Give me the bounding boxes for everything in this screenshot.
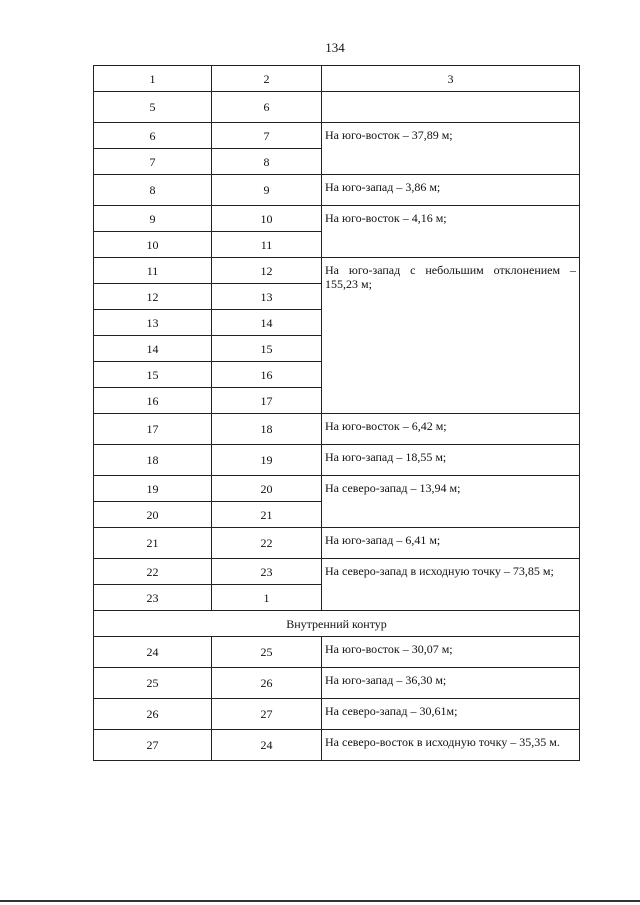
point-to-cell: 12 — [212, 258, 322, 284]
point-to-cell: 16 — [212, 362, 322, 388]
point-from-cell: 17 — [94, 414, 212, 445]
point-from-cell: 7 — [94, 149, 212, 175]
point-from-cell: 25 — [94, 668, 212, 699]
table-row — [94, 206, 580, 232]
table-row — [94, 92, 580, 123]
table-row — [94, 258, 580, 284]
direction-cell: На юго-запад – 3,86 м; — [322, 175, 580, 206]
inner-contour-heading: Внутренний контур — [94, 611, 580, 637]
point-to-cell: 23 — [212, 559, 322, 585]
point-to-cell: 19 — [212, 445, 322, 476]
point-from-cell: 8 — [94, 175, 212, 206]
point-to-cell: 26 — [212, 668, 322, 699]
point-from-cell: 16 — [94, 388, 212, 414]
coordinates-table — [93, 65, 580, 761]
table-row — [94, 699, 580, 730]
point-to-cell: 10 — [212, 206, 322, 232]
point-to-cell: 17 — [212, 388, 322, 414]
table-row — [94, 637, 580, 668]
point-from-cell: 19 — [94, 476, 212, 502]
point-from-cell: 14 — [94, 336, 212, 362]
header-cell-2: 2 — [212, 66, 322, 92]
direction-cell: На юго-запад – 36,30 м; — [322, 668, 580, 699]
point-to-cell: 21 — [212, 502, 322, 528]
table-row — [94, 559, 580, 585]
point-to-cell: 7 — [212, 123, 322, 149]
point-from-cell: 9 — [94, 206, 212, 232]
point-from-cell: 24 — [94, 637, 212, 668]
direction-cell: На северо-запад – 30,61м; — [322, 699, 580, 730]
point-from-cell: 11 — [94, 258, 212, 284]
direction-cell: На юго-восток – 4,16 м; — [322, 206, 580, 258]
header-cell-1: 1 — [94, 66, 212, 92]
point-from-cell: 20 — [94, 502, 212, 528]
point-to-cell: 22 — [212, 528, 322, 559]
point-to-cell: 15 — [212, 336, 322, 362]
point-from-cell: 22 — [94, 559, 212, 585]
direction-cell: На северо-запад – 13,94 м; — [322, 476, 580, 528]
page-number: 134 — [325, 40, 345, 55]
direction-cell: На юго-восток – 37,89 м; — [322, 123, 580, 175]
point-to-cell: 24 — [212, 730, 322, 761]
point-to-cell: 18 — [212, 414, 322, 445]
point-from-cell: 18 — [94, 445, 212, 476]
point-to-cell: 27 — [212, 699, 322, 730]
table-header-row — [94, 66, 580, 92]
direction-cell: На северо-восток в исходную точку – 35,35 м. — [322, 730, 580, 761]
point-from-cell: 13 — [94, 310, 212, 336]
point-from-cell: 6 — [94, 123, 212, 149]
point-from-cell: 10 — [94, 232, 212, 258]
point-from-cell: 21 — [94, 528, 212, 559]
inner-contour-section-row — [94, 611, 580, 637]
point-from-cell: 12 — [94, 284, 212, 310]
point-to-cell: 25 — [212, 637, 322, 668]
point-to-cell: 9 — [212, 175, 322, 206]
table-row — [94, 175, 580, 206]
point-to-cell: 6 — [212, 92, 322, 123]
point-to-cell: 11 — [212, 232, 322, 258]
table-row — [94, 730, 580, 761]
point-from-cell: 15 — [94, 362, 212, 388]
direction-cell-empty — [322, 92, 580, 123]
table-row — [94, 528, 580, 559]
table-row — [94, 123, 580, 149]
table-row — [94, 445, 580, 476]
point-from-cell: 26 — [94, 699, 212, 730]
point-to-cell: 8 — [212, 149, 322, 175]
direction-cell: На северо-запад в исходную точку – 73,85 м; — [322, 559, 580, 611]
point-from-cell: 27 — [94, 730, 212, 761]
direction-cell: На юго-запад – 18,55 м; — [322, 445, 580, 476]
table-row — [94, 668, 580, 699]
point-to-cell: 20 — [212, 476, 322, 502]
header-cell-3: 3 — [322, 66, 580, 92]
point-to-cell: 1 — [212, 585, 322, 611]
page-bottom-edge — [0, 900, 640, 902]
table-row — [94, 476, 580, 502]
point-to-cell: 14 — [212, 310, 322, 336]
point-from-cell: 5 — [94, 92, 212, 123]
direction-cell: На юго-запад с небольшим отклонением – 155,23 м; — [322, 258, 580, 414]
point-from-cell: 23 — [94, 585, 212, 611]
point-to-cell: 13 — [212, 284, 322, 310]
direction-cell: На юго-запад – 6,41 м; — [322, 528, 580, 559]
direction-cell: На юго-восток – 30,07 м; — [322, 637, 580, 668]
direction-cell: На юго-восток – 6,42 м; — [322, 414, 580, 445]
table-row — [94, 414, 580, 445]
